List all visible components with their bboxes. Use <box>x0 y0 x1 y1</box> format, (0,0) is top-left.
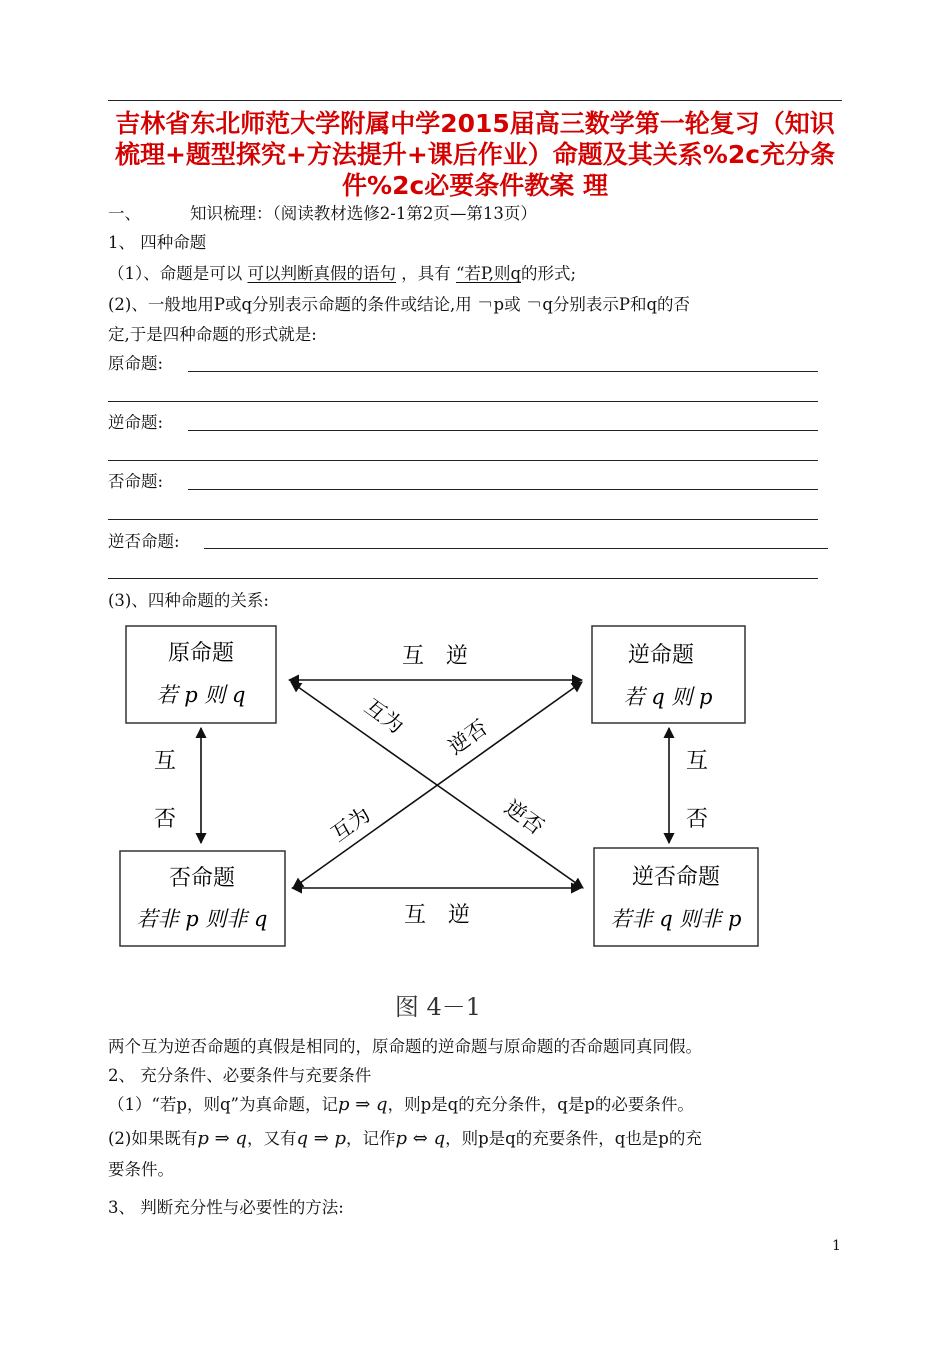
box-contrapositive-name: 逆否命题 <box>631 865 721 890</box>
box-original-name: 原命题 <box>167 641 235 666</box>
box-contrapositive <box>594 848 758 946</box>
item2-p1-b: ，则p是q的充分条件，q是p的必要条件。 <box>387 1095 694 1114</box>
label-diag1-contrapositive: 逆否 <box>500 795 549 840</box>
box-converse-name: 逆命题 <box>627 643 695 668</box>
item1-paragraph2-line2: 定,于是四种命题的形式就是: <box>108 325 317 344</box>
form-label-inverse: 否命题: <box>108 472 164 491</box>
item2-paragraph2 <box>108 1127 702 1151</box>
math-p-iff-q: p ⇔ q <box>395 1128 446 1149</box>
item3-heading: 3、 判断充分性与必要性的方法: <box>108 1198 344 1217</box>
box-converse-form: 若 q 则 p <box>623 685 713 709</box>
item2-paragraph1 <box>108 1093 694 1117</box>
label-top-mutual-converse: 互 逆 <box>401 644 469 669</box>
figure-caption: 图 4－1 <box>394 993 482 1021</box>
label-left-mutual: 互 <box>153 749 177 774</box>
label-diag1-mutual: 互为 <box>360 694 409 739</box>
label-right-inverse: 否 <box>685 807 709 832</box>
section1-number: 一、 <box>108 204 141 223</box>
section1-heading: 知识梳理：（阅读教材选修2-1第2页—第13页） <box>190 204 537 223</box>
label-bottom-mutual-converse: 互 逆 <box>403 903 471 928</box>
item2-p2-c: ，记作 <box>346 1129 396 1148</box>
label-diag2-mutual: 互为 <box>326 802 375 847</box>
box-inverse-name: 否命题 <box>168 866 236 891</box>
label-right-mutual: 互 <box>685 749 709 774</box>
item1-p1-blank-answer2: “若P,则q <box>456 264 522 283</box>
item1-p1-blank-answer1: 可以判断真假的语句 <box>247 264 396 283</box>
form-label-contrapositive: 逆否命题: <box>108 532 180 551</box>
contrapositive-statement: 两个互为逆否命题的真假是相同的，原命题的逆命题与原命题的否命题同真同假。 <box>108 1037 702 1056</box>
label-left-inverse: 否 <box>153 807 177 832</box>
math-p-implies-q: p ⇒ q <box>338 1094 388 1115</box>
label-diag2-contrapositive: 逆否 <box>443 715 492 760</box>
item2-p2-a: (2)如果既有 <box>108 1129 198 1148</box>
item2-heading: 2、 充分条件、必要条件与充要条件 <box>108 1066 372 1085</box>
box-inverse-form: 若非 p 则非 q <box>136 907 268 931</box>
page-number: 1 <box>832 1238 841 1254</box>
item2-paragraph2-line2: 要条件。 <box>108 1160 174 1179</box>
item2-p2-b: ，又有 <box>246 1129 297 1148</box>
form-label-converse: 逆命题: <box>108 413 164 432</box>
box-original-form: 若 p 则 q <box>156 683 246 707</box>
math-p-implies-q-2: p ⇒ q <box>197 1128 247 1149</box>
box-contrapositive-form: 若非 q 则非 p <box>610 907 742 931</box>
item2-p2-d: ，则p是q的充要条件，q也是p的充 <box>445 1129 702 1148</box>
document-title: 吉林省东北师范大学附属中学2015届高三数学第一轮复习（知识梳理+题型探究+方法提升+课后作业）命题及其关系%2c充分条件%2c必要条件教案 理 <box>114 109 836 200</box>
item1-heading: 1、 四种命题 <box>108 233 207 252</box>
item1-paragraph2-line1: (2)、一般地用P或q分别表示命题的条件或结论,用 ￢p或 ￢q分别表示P和q的否 <box>108 295 691 314</box>
item1-p1-prefix: （1）、命题是可以 <box>108 264 243 283</box>
item1-p1-suffix: 的形式; <box>521 264 577 283</box>
item1-p1-mid: ，具有 <box>401 264 451 283</box>
item1-paragraph3: (3)、四种命题的关系: <box>108 591 269 610</box>
item2-p1-a: （1）“若p，则q”为真命题，记 <box>108 1095 338 1114</box>
math-q-implies-p: q ⇒ p <box>296 1128 347 1149</box>
form-label-original: 原命题: <box>108 354 164 373</box>
